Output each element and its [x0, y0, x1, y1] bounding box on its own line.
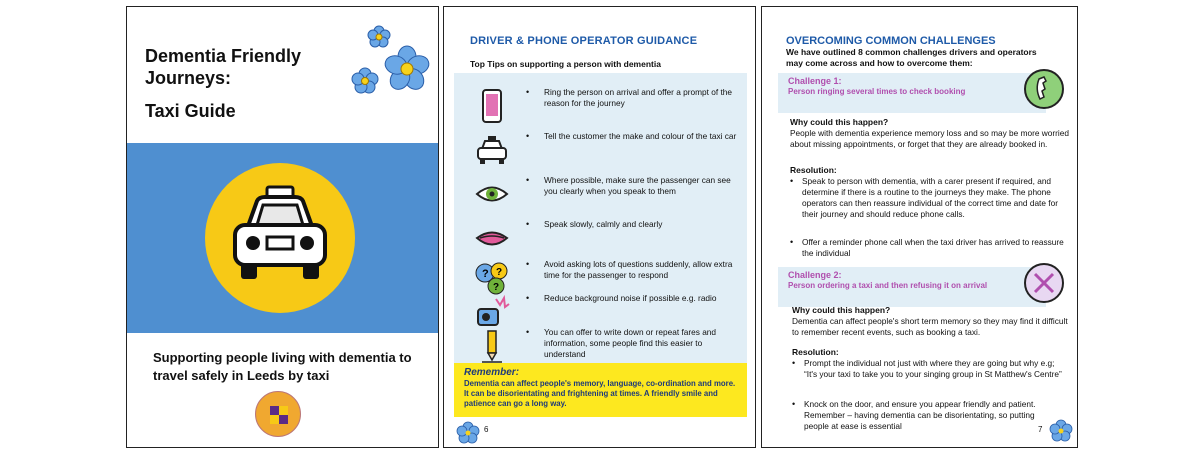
tip-item: • Reduce background noise if possible e.g. radio: [454, 293, 747, 333]
phone-handset-icon: [1024, 69, 1064, 109]
radio-noise-icon: [474, 295, 510, 329]
pencil-icon: [474, 329, 510, 363]
cover-page: [126, 6, 439, 448]
question-bubbles-icon: [474, 261, 510, 295]
list-item: Knock on the door, and ensure you appear friendly and patient. Remember – having dementia can be disorientating, so putting people at ease is essential: [804, 399, 1036, 431]
forget-me-not-flowers-icon: [349, 23, 433, 97]
cover-title: Dementia Friendly Journeys:: [145, 46, 302, 88]
forget-me-not-flower-icon: [1046, 417, 1076, 445]
list-item: Prompt the individual not just with where they are going but why e.g; “It's your taxi to take you to your singing group in St Matthew's Centre”: [804, 358, 1062, 379]
tip-item: • Tell the customer the make and colour of the taxi car: [454, 131, 747, 171]
list-item: Offer a reminder phone call when the taxi driver has arrived to reassure the individual: [802, 237, 1064, 258]
remember-title: Remember:: [464, 367, 520, 378]
taxi-icon: [205, 163, 355, 313]
page-number: 7: [1038, 425, 1043, 434]
tip-item: ? ? ? • Avoid asking lots of questions suddenly, allow extra time for the passenger to respond: [454, 259, 747, 299]
challenge-2-box: Challenge 2: Person ordering a taxi and then refusing it on arrival: [778, 267, 1046, 307]
list-item: Speak to person with dementia, with a carer present if required, and determine if there is a routine to the journeys they make. The phone operators can then reassure individual of the correct time and date for their journey and should reduce phone calls.: [802, 176, 1058, 219]
tip-item: • You can offer to write down or repeat fares and information, some people find this easier to understand: [454, 327, 747, 367]
organisation-logo: [255, 391, 301, 437]
tip-item: • Speak slowly, calmly and clearly: [454, 219, 747, 259]
remember-text: Dementia can affect people's memory, language, co-ordination and more. It can be disorientating and frightening at times. A friendly smile and patience can go a long way.: [464, 379, 736, 408]
page-number: 6: [484, 425, 489, 434]
cover-subtitle: Taxi Guide: [145, 101, 236, 121]
cover-tagline: Supporting people living with dementia to travel safely in Leeds by taxi: [153, 350, 412, 383]
phone-icon: [474, 89, 510, 123]
forget-me-not-flower-icon: [454, 421, 482, 445]
taxi-circle: [205, 163, 355, 313]
page-intro: We have outlined 8 common challenges drivers and operators may come across and how to overcome them:: [786, 47, 1037, 68]
tips-box: [454, 73, 747, 363]
svg-text:?: ?: [496, 267, 503, 278]
cross-icon: [1024, 263, 1064, 303]
mouth-icon: [474, 221, 510, 255]
challenges-page: OVERCOMING COMMON CHALLENGES We have outlined 8 common challenges drivers and operators may come across and how to overcome them: Challenge 1: Person ringing several times to check booking Why could this happen? People with dementia experience memory loss and so may be more worried about missing appointments, or forget that they are already booked in. Resolution: • Speak to person with dementia, with a carer present if required, and determine if there is a routine to the journeys they make. The phone operators can then reassure individual of the correct time and date for their journey and should reduce phone calls. • Offer a reminder phone call when the taxi driver has arrived to reassure the individual Challenge 2: Person ordering a taxi and then refusing it on arrival Why could this happen? Dementia can affect people's short term memory so they may find it difficult to remember recent events, such as booking a taxi. Resolution: • Prompt the individual not just with where they are going but why e.g; “It's your taxi to take you to your singing group in St Matthew's Centre” • Knock on the door, and ensure you appear friendly and patient. Remember – having dementia can be disorientating, so putting people at ease is essential 7: [761, 6, 1078, 448]
svg-text:?: ?: [482, 268, 489, 280]
tip-item: • Where possible, make sure the passenger can see you clearly when you speak to them: [454, 175, 747, 215]
page-intro: Top Tips on supporting a person with dementia: [470, 59, 661, 69]
guidance-page: [443, 6, 756, 448]
remember-box: [454, 363, 747, 417]
cover-blue-band: [127, 143, 438, 333]
page-heading: OVERCOMING COMMON CHALLENGES: [786, 35, 996, 47]
eye-icon: [474, 177, 510, 211]
tip-item: • Ring the person on arrival and offer a prompt of the reason for the journey: [454, 87, 747, 127]
page-heading: DRIVER & PHONE OPERATOR GUIDANCE: [470, 35, 698, 47]
svg-text:?: ?: [493, 282, 500, 293]
challenge-1-box: Challenge 1: Person ringing several times to check booking: [778, 73, 1046, 113]
taxi-icon: [474, 133, 510, 167]
